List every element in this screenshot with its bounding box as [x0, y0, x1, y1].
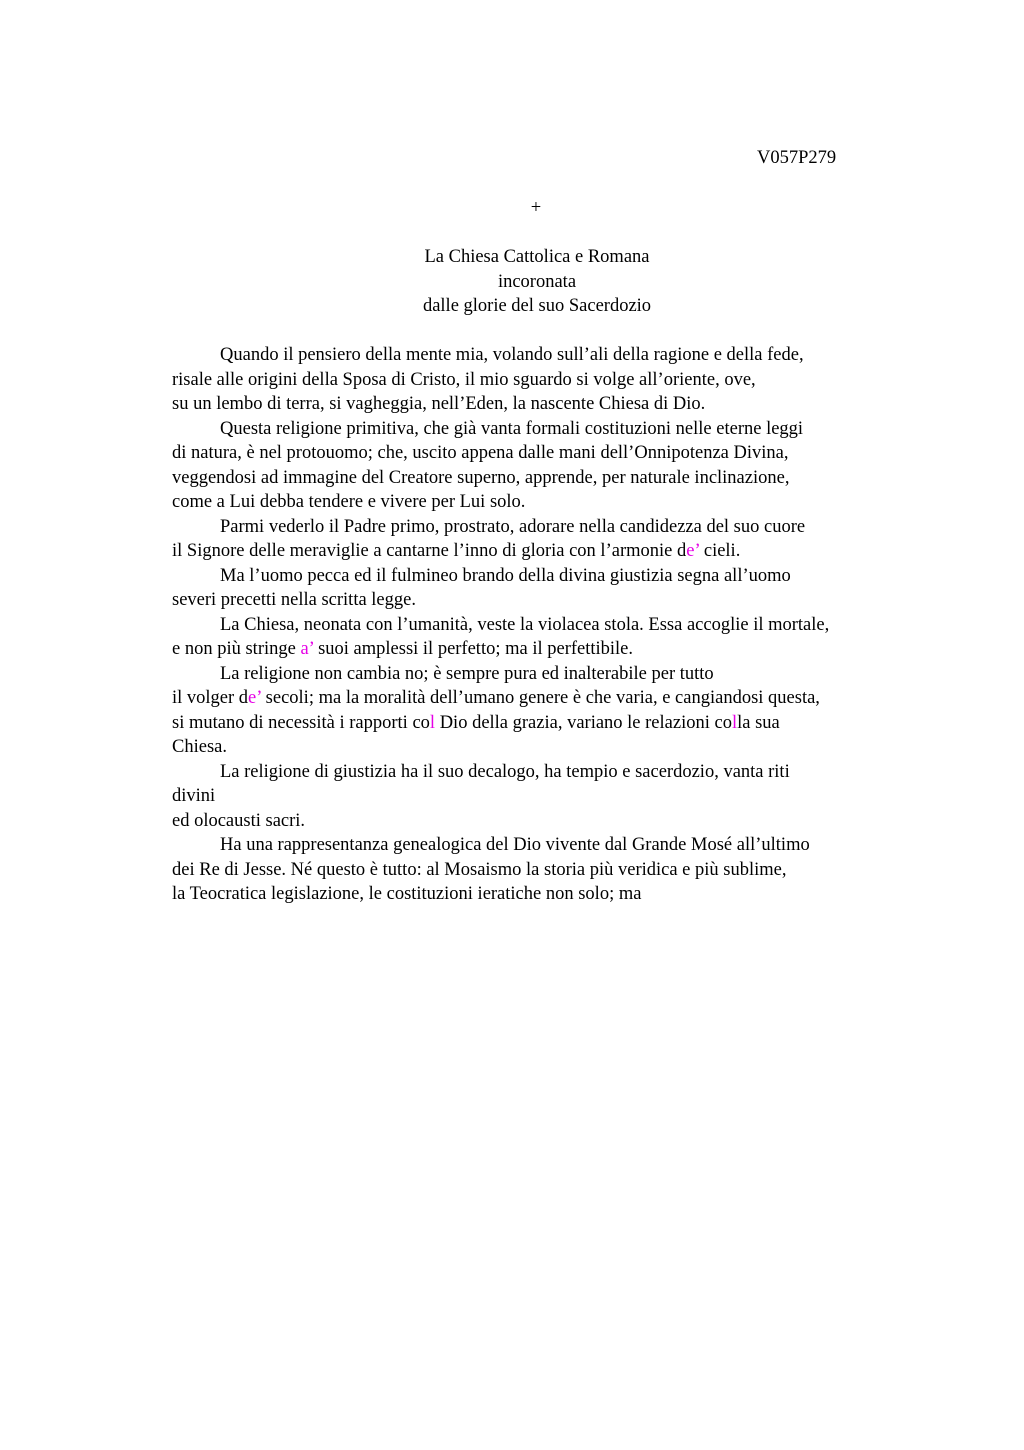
text-line: [172, 637, 912, 662]
title-line-2: incoronata: [497, 271, 577, 292]
text-line: Quando il pensiero della mente mia, volando sull’ali della ragione e della fede,: [220, 345, 804, 365]
text-segment: Dio della grazia, variano le relazioni co: [435, 712, 732, 733]
text-line: dei Re di Jesse. Né questo è tutto: al Mosaismo la storia più veridica e più sublime,: [172, 859, 787, 880]
text-line: ed olocausti sacri.: [172, 810, 306, 831]
title-line-3: dalle glorie del suo Sacerdozio: [422, 296, 652, 316]
highlighted-correction: e’: [248, 688, 262, 708]
highlighted-correction: l: [731, 712, 738, 733]
cross-mark: +: [530, 198, 542, 218]
title-line-1: La Chiesa Cattolica e Romana: [424, 247, 650, 267]
text-line: La religione di giustizia ha il suo decalogo, ha tempio e sacerdozio, vanta riti: [220, 761, 790, 782]
text-line: [172, 711, 912, 736]
text-line: la Teocratica legislazione, le costituzioni ieratiche non solo; ma: [172, 884, 642, 904]
body-text: [172, 343, 912, 907]
text-line: su un lembo di terra, si vagheggia, nell’Eden, la nascente Chiesa di Dio.: [172, 394, 706, 414]
text-line: Chiesa.: [172, 737, 227, 757]
text-line: Parmi vederlo il Padre primo, prostrato, adorare nella candidezza del suo cuore: [220, 516, 806, 537]
text-line: [172, 539, 912, 564]
text-segment: secoli; ma la moralità dell’umano genere è che varia, e cangiandosi questa,: [261, 688, 820, 708]
text-line: Questa religione primitiva, che già vanta formali costituzioni nelle eterne leggi: [220, 418, 804, 439]
text-line: come a Lui debba tendere e vivere per Lui solo.: [172, 492, 526, 512]
highlighted-correction: a’: [300, 639, 314, 659]
text-line: severi precetti nella scritta legge.: [172, 590, 416, 610]
text-segment: suoi amplessi il perfetto; ma il perfettibile.: [313, 639, 634, 659]
highlighted-correction: l: [429, 712, 436, 733]
text-line: La Chiesa, neonata con l’umanità, veste la violacea stola. Essa accoglie il mortale,: [220, 614, 830, 635]
text-segment: si mutano di necessità i rapporti co: [172, 712, 430, 733]
document-title: [0, 245, 1024, 319]
text-line: Ha una rappresentanza genealogica del Dio vivente dal Grande Mosé all’ultimo: [220, 835, 810, 855]
text-line: veggendosi ad immagine del Creatore superno, apprende, per naturale inclinazione,: [172, 467, 790, 488]
page-identifier: V057P279: [757, 148, 837, 168]
highlighted-correction: e’: [686, 541, 700, 561]
text-segment: la sua: [737, 712, 780, 733]
text-line: La religione non cambia no; è sempre pura ed inalterabile per tutto: [220, 663, 714, 684]
text-line: [172, 686, 912, 711]
text-segment: e non più stringe: [172, 639, 301, 659]
text-line: risale alle origini della Sposa di Cristo, il mio sguardo si volge all’oriente, ove,: [172, 369, 756, 390]
text-line: Ma l’uomo pecca ed il fulmineo brando della divina giustizia segna all’uomo: [220, 565, 791, 586]
text-segment: il volger d: [172, 688, 249, 708]
text-segment: il Signore delle meraviglie a cantarne l’inno di gloria con l’armonie d: [172, 541, 687, 561]
text-segment: cieli.: [699, 541, 741, 561]
text-line: divini: [172, 786, 216, 806]
text-line: di natura, è nel protouomo; che, uscito appena dalle mani dell’Onnipotenza Divina,: [172, 443, 789, 463]
